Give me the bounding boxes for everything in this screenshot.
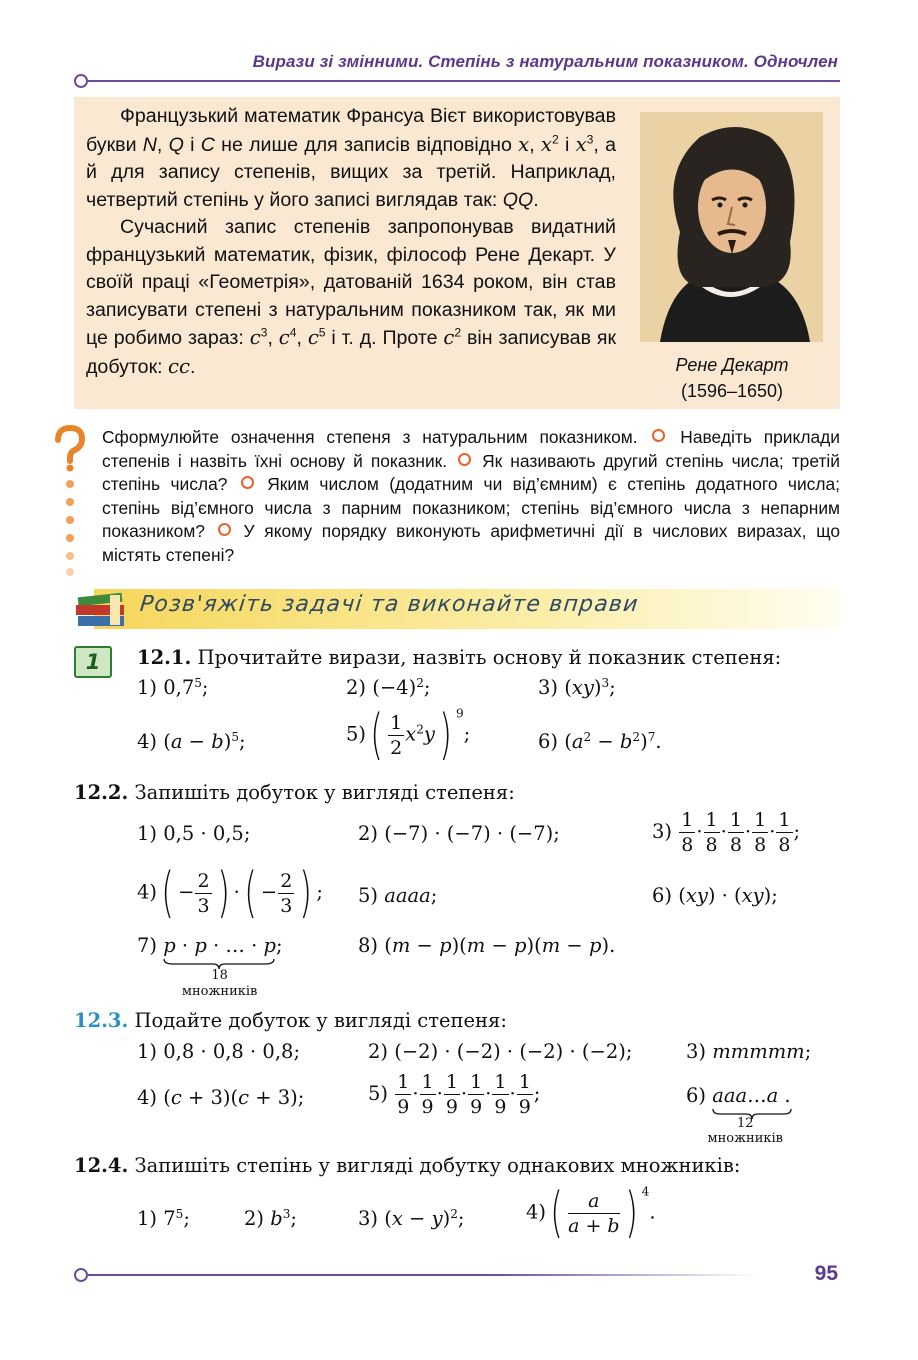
bullet-icon [458, 453, 471, 466]
decor-dot [66, 498, 74, 506]
task-12-2-item-5: 5) aaaa; [358, 884, 438, 907]
question-3: Як називають другий степінь числа; третій степінь числа? [102, 450, 840, 495]
footer-rule [88, 1274, 758, 1276]
task-12-1-item-4: 4) $(a - b)^5$; [137, 729, 246, 753]
running-header: Вирази зі змінними. Степінь з натуральним показником. Одночлен [252, 52, 838, 71]
history-para-1: Французький математик Франсуа Вієт використовував букви N, Q і C не лише для записів відповідно x, $x^2$ і $x^3$, а й для запису степенів, вищих за третій. Наприклад, четвертий степінь у його записі виглядав так: QQ. [86, 105, 616, 211]
question-2: Наведіть приклади степенів і назвіть їхні основу й показник. [102, 427, 840, 471]
question-1: Сформулюйте означення степеня з натуральним показником. [102, 427, 638, 447]
task-12-3-item-4: 4) (c + 3)(c + 3); [137, 1086, 305, 1109]
history-text [86, 103, 616, 381]
task-12-4-heading [74, 1154, 740, 1177]
task-12-2-heading [74, 781, 515, 804]
question-4: Яким числом (додатним чи від’ємним) є степінь додатного числа; степінь від’ємного числа з парним показником; степінь від’ємного числа з непарним показником? [102, 474, 840, 542]
header-circle-ornament [74, 74, 88, 88]
underbrace-count: 12 [736, 1116, 754, 1131]
task-12-2-item-1: 1) 0,5 · 0,5; [137, 822, 251, 845]
task-number: 12.1. [137, 646, 192, 669]
task-12-3-item-2: 2) (−2) · (−2) · (−2) · (−2); [368, 1040, 633, 1063]
task-12-2-item-7: 7) p · p · … · p 18 множників ; [137, 934, 283, 999]
task-12-3-heading [74, 1009, 507, 1032]
task-number: 12.4. [74, 1154, 129, 1177]
task-12-3-item-6: 6) aaa…a 12 множників . [686, 1084, 791, 1146]
bullet-icon [218, 523, 231, 536]
decor-dot [66, 516, 74, 524]
task-12-3-item-1: 1) 0,8 · 0,8 · 0,8; [137, 1040, 301, 1063]
caption-years: (1596–1650) [680, 381, 784, 401]
decor-dot [66, 568, 74, 576]
task-12-2-item-8: 8) (m − p)(m − p)(m − p). [358, 934, 616, 957]
task-number: 12.2. [74, 781, 129, 804]
portrait-caption [636, 352, 828, 404]
task-text: Запишіть степінь у вигляді добутку однакових множників: [134, 1154, 741, 1177]
review-questions [102, 426, 840, 568]
question-mark-icon [50, 424, 90, 472]
task-12-4-item-4: 4)( $\frac{a}{a + b}$ ) $^4$. [526, 1181, 656, 1244]
task-12-1-item-6: 6) $(a^2 - b^2)^7$. [538, 729, 662, 753]
section-title: Розв'яжіть задачі та виконайте вправи [138, 592, 640, 617]
task-number: 12.3. [74, 1009, 129, 1032]
task-12-4-item-3: 3) $(x - y)^2$; [358, 1206, 465, 1230]
question-5: У якому порядку виконують арифметичні дії в числових виразах, що містять степені? [102, 521, 840, 565]
task-12-1-item-2: 2) $(-4)^2$; [346, 675, 431, 699]
history-para-2: Сучасний запис степенів запропонував видатний французький математик, фізик, філософ Рене Декарт. У своїй праці «Геометрія», датованій 1634 роком, він став записувати степені з натуральним показником так, як ми це робимо зараз: $c^3$, $c^4$, $c^5$ і т. д. Проте $c^2$ він записував як добуток: cc. [86, 216, 617, 378]
decor-dot [66, 534, 74, 542]
page-number: 95 [814, 1262, 838, 1285]
underbrace-label: множників [181, 984, 258, 999]
task-12-1-heading [137, 646, 781, 669]
task-12-3-item-3: 3) mmmmm; [686, 1040, 812, 1063]
task-text: Прочитайте вирази, назвіть основу й показник степеня: [197, 646, 782, 669]
task-12-1-item-3: 3) (xy)$^3$; [538, 675, 616, 699]
task-12-1-item-1: 1) $0,7^5$; [137, 675, 209, 699]
underbrace-count: 18 [211, 968, 228, 983]
decor-dot [66, 480, 74, 488]
task-12-4-item-1: 1) $7^5$; [137, 1206, 190, 1230]
header-rule [88, 80, 840, 82]
task-12-2-item-6: 6) (xy) · (xy); [652, 884, 778, 907]
decor-dot [66, 552, 74, 560]
portrait-illustration [640, 112, 823, 342]
task-text: Запишіть добуток у вигляді степеня: [134, 781, 515, 804]
caption-name: Рене Декарт [675, 355, 789, 375]
task-12-1-item-5: 5)( $\frac{1}{2}$ $x^2y$) $^9$; [346, 703, 471, 766]
task-text: Подайте добуток у вигляді степеня: [134, 1009, 507, 1032]
footer-circle-ornament [74, 1268, 88, 1282]
task-12-2-item-3: 3) $\frac{1}{8}$ · $\frac{1}{8}$ · $\frac{1}{8}$ · $\frac{1}{8}$ · $\frac{1}{8}$ ; [652, 809, 801, 856]
task-12-2-item-2: 2) (−7) · (−7) · (−7); [358, 822, 560, 845]
task-12-2-item-4: 4)( − $\frac{2}{3}$ ) ·( − $\frac{2}{3}$ ) ; [137, 861, 323, 924]
underbrace-label: множників [707, 1131, 783, 1146]
descartes-portrait [640, 112, 823, 342]
bullet-icon [652, 429, 665, 442]
level-badge: 1 [74, 646, 112, 678]
bullet-icon [241, 476, 254, 489]
task-12-3-item-5: 5) $\frac{1}{9}$ · $\frac{1}{9}$ · $\frac{1}{9}$ · $\frac{1}{9}$ · $\frac{1}{9}$ · $\frac{1}{9}$ ; [368, 1071, 541, 1118]
task-12-4-item-2: 2) $b^3$; [244, 1206, 297, 1230]
